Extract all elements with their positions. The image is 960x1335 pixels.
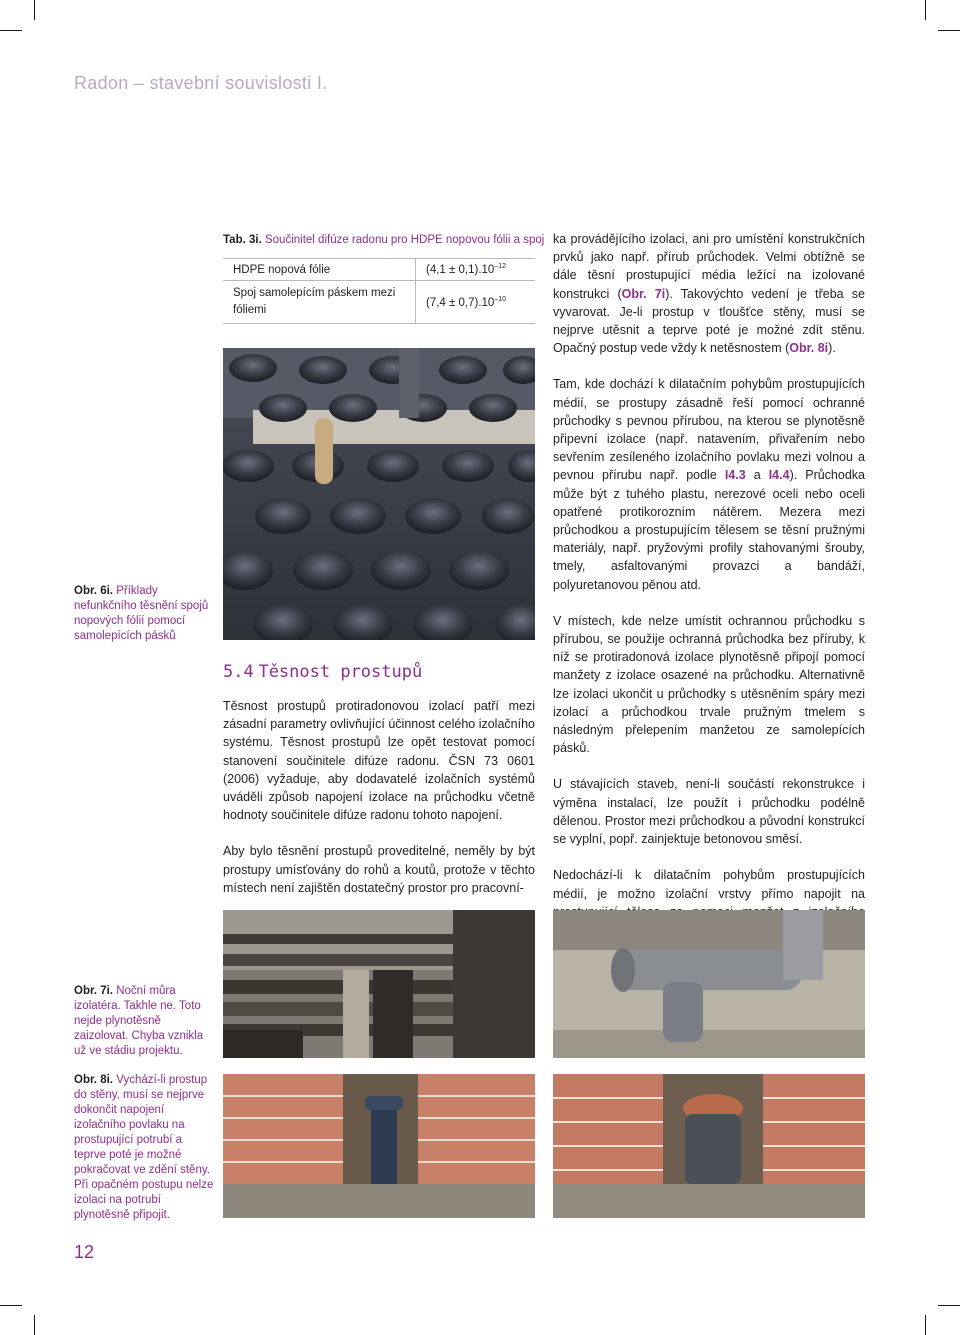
table-caption-label: Tab. 3i.	[223, 234, 262, 246]
table-row	[223, 259, 535, 281]
table-cell-label: Spoj samolepícím páskem mezi fóliemi	[223, 281, 416, 324]
left-column-text	[223, 697, 535, 915]
crop-mark	[938, 30, 960, 31]
photo-pipes-on-floor	[223, 910, 535, 1058]
photo-dimpled-membrane	[223, 348, 535, 640]
table-cell-label: HDPE nopová fólie	[223, 259, 416, 281]
crop-mark	[0, 30, 22, 31]
crop-mark	[938, 1305, 960, 1306]
value-exponent: –10	[494, 295, 507, 303]
paragraph: Tam, kde dochází k dilatačním pohybům prostupujících médií, se prostupy zásadně řeší pomocí ochranné průchodky s pevnou přírubou, na kterou se plynotěsně připevní izolace (např. natavením, přivařením nebo sevřením zesíleného izolačního povlaku mezi volnou a pevnou přírubu např. podle I4.3 a I4.4). Průchodka může být z tuhého plastu, nerezové oceli nebo oceli opatřené protikorozním nátěrem. Mezera mezi průchodkou a prostupujícím tělesem se těsní pružnými materiály, např. pryžovými profily stahovanými šrouby, tmely, asfaltovanými provazci a bandáží, polyuretanovou pěnou atd.	[553, 377, 865, 592]
figure-7-text: Noční můra izolatéra. Takhle ne. Toto nejde plynotěsně zaizolovat. Chyba vznikla už ve stádiu projektu.	[74, 985, 204, 1057]
figure-8-caption	[74, 1073, 214, 1223]
paragraph: V místech, kde nelze umístit ochrannou průchodku s přírubou, se použije ochranná průchodka bez příruby, k níž se protiradonová izolace plynotěsně připojí pomocí manžety z izolace osazené na průchodku. Alternativně lze izolaci ukončit u průchodky s utěsněním spáry mezi izolací a průchodkou trvale pružným tmelem s následným přelepením manžetou ze samolepících pásků.	[553, 613, 865, 756]
detail-reference[interactable]: I4.4	[768, 468, 790, 483]
paragraph: Aby bylo těsnění prostupů proveditelné, neměly by být prostupy umísťovány do rohů a koutů, protože v těchto místech není zajištěn dostatečný prostor pro pracovní-	[223, 844, 535, 895]
value-text: (7,4 ± 0,7).10	[426, 296, 495, 309]
photo-sealed-pipe-in-brick	[553, 1074, 865, 1218]
page-number: 12	[74, 1242, 95, 1262]
running-header: Radon – stavební souvislosti I.	[74, 73, 328, 93]
paragraph: U stávajících staveb, není-li součástí rekonstrukce i výměna instalací, lze použít i průchodku podélně dělenou. Prostor mezi průchodkou a původní konstrukcí se vyplní, popř. zainjektuje betonovou směsí.	[553, 777, 865, 847]
paragraph: Těsnost prostupů protiradonovou izolací patří mezi zásadní parametry ovlivňující účinnost celého izolačního systému. Těsnost prostupů lze opět testovat pomocí stanovení součinitele difúze radonu. ČSN 73 0601 (2006) vyžaduje, aby dodavatelé izolačních systémů uváděli způsob napojení izolace na průchodku včetně hodnoty součinitele difúze radonu tohoto napojení.	[223, 699, 535, 823]
figure-6-label: Obr. 6i.	[74, 585, 113, 597]
table-cell-value	[416, 259, 536, 281]
crop-mark	[0, 1305, 22, 1306]
figure-6-text: Příklady nefunkčního těsnění spojů nopových fólií pomocí samolepících pásků	[74, 585, 209, 642]
figure-reference[interactable]: Obr. 7i	[621, 286, 666, 301]
crop-mark	[34, 0, 35, 20]
figure-7-label: Obr. 7i.	[74, 985, 113, 997]
figure-reference[interactable]: Obr. 8i	[789, 341, 829, 356]
value-exponent: –12	[494, 263, 507, 271]
paragraph: Nedochází-li k dilatačním pohybům prostupujících médií, je možno izolační vrstvy přímo napojit na	[553, 866, 865, 939]
section-number: 5.4	[223, 662, 254, 682]
photo-pipe-through-brick	[223, 1074, 535, 1218]
paragraph: ka provádějícího izolaci, ani pro umístění konstrukčních prvků jako např. přírub průchodek. Velmi obtížně se dále těsní prostupující média ležící na izolované konstrukci (Obr. 7i). Takovýchto vedení je třeba se vyvarovat. Je-li prostup v tloušťce stěny, musí se nejprve utěsnit a teprve poté je možné zdít stěnu. Opačný postup vede vždy k netěsnostem (Obr. 8i).	[553, 232, 865, 356]
right-column-text	[553, 230, 865, 957]
figure-8-text: Vychází-li prostup do stěny, musí se nejprve dokončit napojení izolačního povlaku na prostupující potrubí a teprve poté je možné pokračovat ve zdění stěny. Při opačném postupu nelze izolaci na potrubí plynotěsně připojit.	[74, 1074, 214, 1221]
detail-reference[interactable]: I4.3	[724, 468, 746, 483]
table-caption	[223, 234, 544, 246]
section-title: Těsnost prostupů	[258, 662, 423, 682]
crop-mark	[925, 1315, 926, 1335]
section-heading	[223, 662, 422, 682]
crop-mark	[925, 0, 926, 20]
table-row	[223, 281, 535, 324]
figure-6-caption	[74, 584, 214, 644]
table-cell-value	[416, 281, 536, 324]
figure-8-label: Obr. 8i.	[74, 1074, 113, 1086]
table-caption-text: Součinitel difúze radonu pro HDPE nopovou fólii a spoj	[264, 234, 545, 246]
crop-mark	[34, 1315, 35, 1335]
photo-grey-pipe-fitting	[553, 910, 865, 1058]
diffusion-table	[223, 258, 535, 324]
figure-7-caption	[74, 984, 214, 1059]
value-text: (4,1 ± 0,1).10	[426, 263, 495, 276]
